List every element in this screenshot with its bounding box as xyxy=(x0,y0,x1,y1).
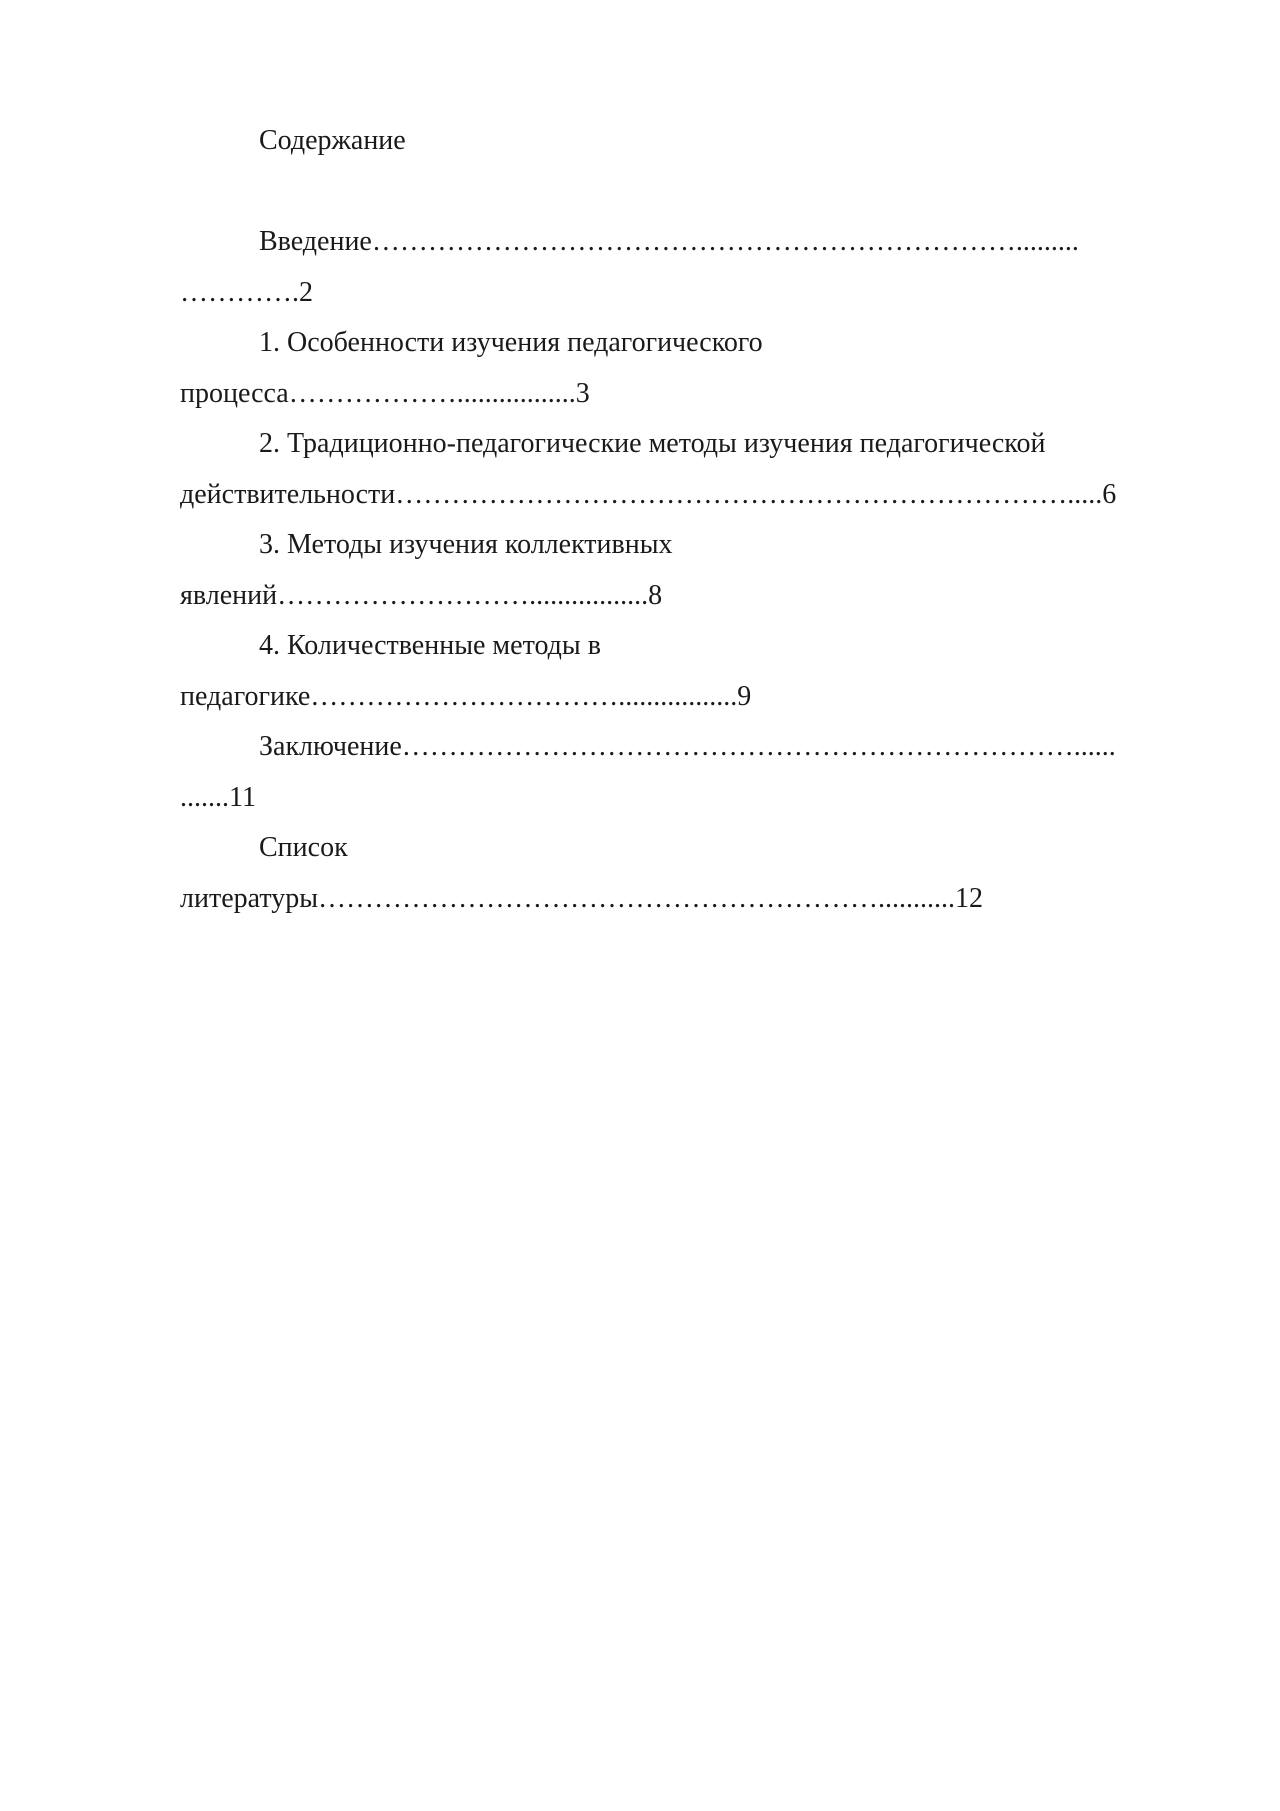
toc-entry-3-line1: 3. Методы изучения коллективных xyxy=(259,529,673,560)
blank-line xyxy=(180,167,1180,218)
toc-entry-intro-line2: ………….2 xyxy=(180,276,313,308)
toc-entry-references-line2: литературы……………………………………………………...........12 xyxy=(180,882,984,914)
toc-entry-references-line1: Список xyxy=(259,832,348,863)
toc-entry-2-line2: действительности……………………………………………………………….....6 xyxy=(180,478,1117,510)
toc-entry-3-line2: явлений……………………….................8 xyxy=(180,579,663,611)
toc-entry-intro-line1: Введение……………………………………………………………......... xyxy=(259,226,1079,257)
toc-title: Содержание xyxy=(259,125,406,156)
toc-entry-1-line2: процесса……………….................3 xyxy=(180,377,590,409)
toc-entry-conclusion-line2: .......11 xyxy=(180,781,256,813)
toc-entry-4-line2: педагогике…………………………….................9 xyxy=(180,680,752,712)
toc-entry-2-line1: 2. Традиционно-педагогические методы изучения педагогической xyxy=(259,428,1046,459)
toc-entry-conclusion-line1: Заключение………………………………………………………………...... xyxy=(259,731,1116,762)
toc-entry-4-line1: 4. Количественные методы в xyxy=(259,630,601,661)
toc-entry-1-line1: 1. Особенности изучения педагогического xyxy=(259,327,763,358)
table-of-contents xyxy=(180,116,1180,924)
